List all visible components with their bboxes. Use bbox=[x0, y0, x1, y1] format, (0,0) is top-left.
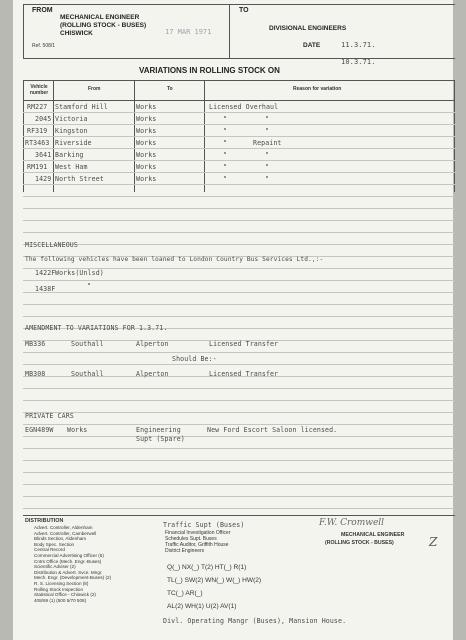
row-7-reason: " bbox=[223, 175, 228, 183]
office-item: Traffic Auditor, Griffith House bbox=[165, 542, 229, 548]
distribution-list bbox=[34, 525, 170, 603]
date-label: DATE bbox=[303, 42, 321, 49]
row-1-reason: Licensed Overhaul bbox=[209, 103, 279, 111]
amendment-row-2-to: Alperton bbox=[136, 370, 169, 378]
row-3-from: Kingston bbox=[55, 127, 88, 135]
date-value: 11.3.71. bbox=[341, 41, 376, 49]
office-list bbox=[165, 530, 275, 554]
from-line-3: CHISWICK bbox=[60, 30, 93, 37]
row-5-to: Works bbox=[136, 151, 157, 159]
distribution-item: R. S. Licensing Section (8) bbox=[34, 580, 89, 586]
row-4-to: Works bbox=[136, 139, 157, 147]
column-from: From bbox=[88, 86, 101, 92]
form-title: VARIATIONS IN ROLLING STOCK ON bbox=[139, 66, 280, 75]
from-line-1: MECHANICAL ENGINEER bbox=[60, 14, 140, 21]
depot-codes-4: AL(2) WH(1) U(2) AV(1) bbox=[167, 603, 237, 610]
pencil-mark: Z bbox=[429, 535, 438, 549]
row-3-vehicle: RF319 bbox=[27, 127, 48, 135]
row-1-to: Works bbox=[136, 103, 157, 111]
distribution-item: Advert. Controller, Aldenham bbox=[34, 525, 93, 530]
row-2-to: Works bbox=[136, 115, 157, 123]
row-6-vehicle: RM191 bbox=[27, 163, 48, 171]
distribution-item: Central Record bbox=[34, 547, 65, 553]
amendment-row-2-vehicle: MB308 bbox=[25, 370, 46, 378]
row-5-from: Barking bbox=[55, 151, 84, 159]
row-4-reason: " bbox=[223, 139, 228, 147]
row-1-vehicle: RM227 bbox=[27, 103, 48, 111]
distribution-item: Blinds Section, Aldenham bbox=[34, 536, 87, 542]
private-car-from: Works bbox=[67, 426, 88, 434]
amendment-row-1-from: Southall bbox=[71, 340, 104, 348]
should-be-note: Should Be:- bbox=[172, 355, 217, 363]
signature: F.W. Cromwell bbox=[319, 518, 385, 528]
amendment-row-1-vehicle: MB336 bbox=[25, 340, 46, 348]
divl-operating-manager: Divl. Operating Mangr (Buses), Mansion House. bbox=[163, 617, 347, 625]
row-6-reason: " bbox=[223, 163, 228, 171]
amendment-row-2-reason: Licensed Transfer bbox=[209, 370, 279, 378]
office-item: District Engineers bbox=[165, 548, 205, 554]
row-5-reason-extra: " bbox=[265, 151, 270, 159]
column-to: To bbox=[167, 86, 173, 92]
distribution-item: Statistical Office - Chiswick (2) bbox=[34, 592, 96, 598]
misc-heading: MISCELLANEOUS bbox=[25, 241, 78, 249]
misc-item-2-text: " bbox=[87, 282, 92, 290]
row-7-vehicle: 1429 bbox=[35, 175, 52, 183]
row-3-reason: " bbox=[223, 127, 228, 135]
amendment-row-1-reason: Licensed Transfer bbox=[209, 340, 279, 348]
office-item: Financial Investigation Officer bbox=[165, 530, 231, 536]
distribution-item: Mech. Engr. (Development-Buses) (2) bbox=[34, 575, 112, 581]
depot-codes-1: Q(_) NX(_) T(2) HT(_) R(1) bbox=[167, 564, 247, 571]
row-7-reason-extra: " bbox=[265, 175, 270, 183]
distribution-item: Distribution & Advert. Svce. Mngr. bbox=[34, 569, 103, 575]
traffic-supt: Traffic Supt (Buses) bbox=[163, 521, 245, 529]
reference-number: Ref. 508/1 bbox=[32, 43, 56, 49]
row-6-reason-extra: " bbox=[265, 163, 270, 171]
distribution-item: 408/69 (1) (500 5/70 508) bbox=[34, 597, 87, 603]
misc-item-2-vehicle: 1438F bbox=[35, 285, 56, 293]
received-date-stamp: 17 MAR 1971 bbox=[165, 28, 212, 36]
private-car-to-line-2: Supt (Spare) bbox=[136, 435, 185, 443]
distribution-item: Body Spec. Section bbox=[34, 541, 75, 547]
from-line-2: (ROLLING STOCK - BUSES) bbox=[60, 22, 147, 29]
distribution-item: Rolling Stock Inspection bbox=[34, 586, 84, 592]
distribution-item: Advert. Controller, Camberwell bbox=[34, 530, 97, 536]
row-4-reason-extra: Repaint bbox=[253, 139, 282, 147]
row-4-from: Riverside bbox=[55, 139, 92, 147]
row-3-reason-extra: " bbox=[265, 127, 270, 135]
private-car-vehicle: EGN489W bbox=[25, 426, 54, 434]
private-car-to-line-1: Engineering bbox=[136, 426, 181, 434]
signature-title-2: (ROLLING STOCK - BUSES) bbox=[325, 540, 394, 546]
misc-item-1-text: Works(Unlsd) bbox=[55, 269, 104, 277]
signature-title-1: MECHANICAL ENGINEER bbox=[341, 532, 405, 538]
private-car-reason: New Ford Escort Saloon licensed. bbox=[207, 426, 338, 434]
typed-date: 10.3.71. bbox=[341, 58, 376, 66]
row-2-vehicle: 2045 bbox=[35, 115, 52, 123]
row-5-reason: " bbox=[223, 151, 228, 159]
row-7-from: North Street bbox=[55, 175, 104, 183]
amendment-row-2-from: Southall bbox=[71, 370, 104, 378]
from-label: FROM bbox=[32, 7, 53, 14]
to-value: DIVISIONAL ENGINEERS bbox=[269, 25, 347, 32]
depot-codes-2: TL(_) SW(2) WN(_) W(_) HW(2) bbox=[167, 577, 262, 584]
office-item: Schedules Supt. Buses bbox=[165, 536, 217, 542]
row-3-to: Works bbox=[136, 127, 157, 135]
column-vehicle-number: Vehicle number bbox=[29, 84, 49, 96]
to-label: TO bbox=[239, 7, 249, 14]
private-cars-heading: PRIVATE CARS bbox=[25, 412, 74, 420]
distribution-item: Scientific Adviser (2) bbox=[34, 564, 76, 570]
amendment-row-1-to: Alperton bbox=[136, 340, 169, 348]
distribution-heading: DISTRIBUTION bbox=[25, 518, 64, 524]
document-page bbox=[13, 0, 453, 640]
row-6-from: West Ham bbox=[55, 163, 88, 171]
misc-note: The following vehicles have been loaned to London Country Bus Services Ltd.,:- bbox=[25, 256, 324, 263]
row-1-from: Stamford Hill bbox=[55, 103, 108, 111]
row-2-from: Victoria bbox=[55, 115, 88, 123]
distribution-item: Commercial Advertising Officer (6) bbox=[34, 552, 104, 558]
misc-item-1-vehicle: 1422F bbox=[35, 269, 56, 277]
column-reason: Reason for variation bbox=[293, 86, 342, 92]
row-5-vehicle: 3641 bbox=[35, 151, 52, 159]
distribution-item: Cntrs Office (Mech. Engr.-Buses) bbox=[34, 558, 102, 564]
amendment-heading: AMENDMENT TO VARIATIONS FOR 1.3.71. bbox=[25, 324, 168, 332]
row-2-reason: " bbox=[223, 115, 228, 123]
row-2-reason-extra: " bbox=[265, 115, 270, 123]
row-6-to: Works bbox=[136, 163, 157, 171]
depot-codes-3: TC(_) AR(_) bbox=[167, 590, 203, 597]
row-4-vehicle: RT3463 bbox=[25, 139, 50, 147]
row-7-to: Works bbox=[136, 175, 157, 183]
